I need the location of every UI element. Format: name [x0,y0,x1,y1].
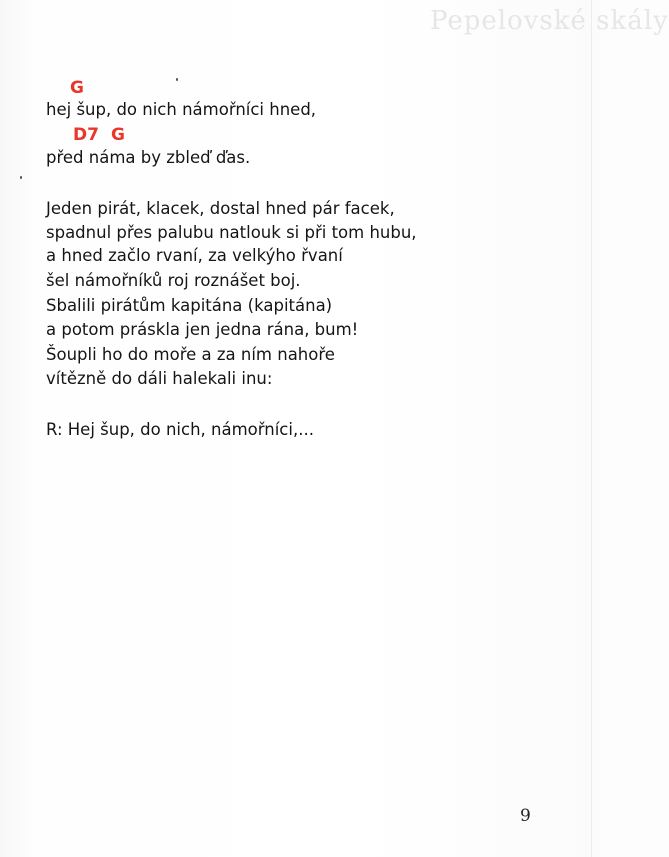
verse-line: a hned začlo rvaní, za velkýho řvaní [46,246,343,265]
page-number: 9 [520,806,531,826]
verse-line: Šoupli ho do moře a za ním nahoře [46,345,335,364]
verse-line: Sbalili pirátům kapitána (kapitána) [46,296,333,315]
verse-line: vítězně do dáli halekali inu: [46,369,273,388]
bleed-through-heading: Pepelovské skály [430,6,669,36]
chord-g: G [111,125,125,145]
verse-line: Jeden pirát, klacek, dostal hned pár facek, [46,199,395,218]
scan-speck [20,176,22,179]
verse-line: šel námořníků roj roznášet boj. [46,271,301,290]
verse-line: spadnul přes palubu natlouk si při tom hubu, [46,223,417,242]
chorus-line-2: před náma by zbleď ďas. [46,148,251,167]
chord-g: G [70,78,84,98]
page-edge [591,0,592,857]
verse-line: a potom práskla jen jedna rána, bum! [46,320,359,339]
chorus-line-1: hej šup, do nich námořníci hned, [46,100,317,119]
refrain-line: R: Hej šup, do nich, námořníci,... [46,420,314,439]
scan-speck [176,78,178,81]
chord-d7: D7 [73,125,99,145]
